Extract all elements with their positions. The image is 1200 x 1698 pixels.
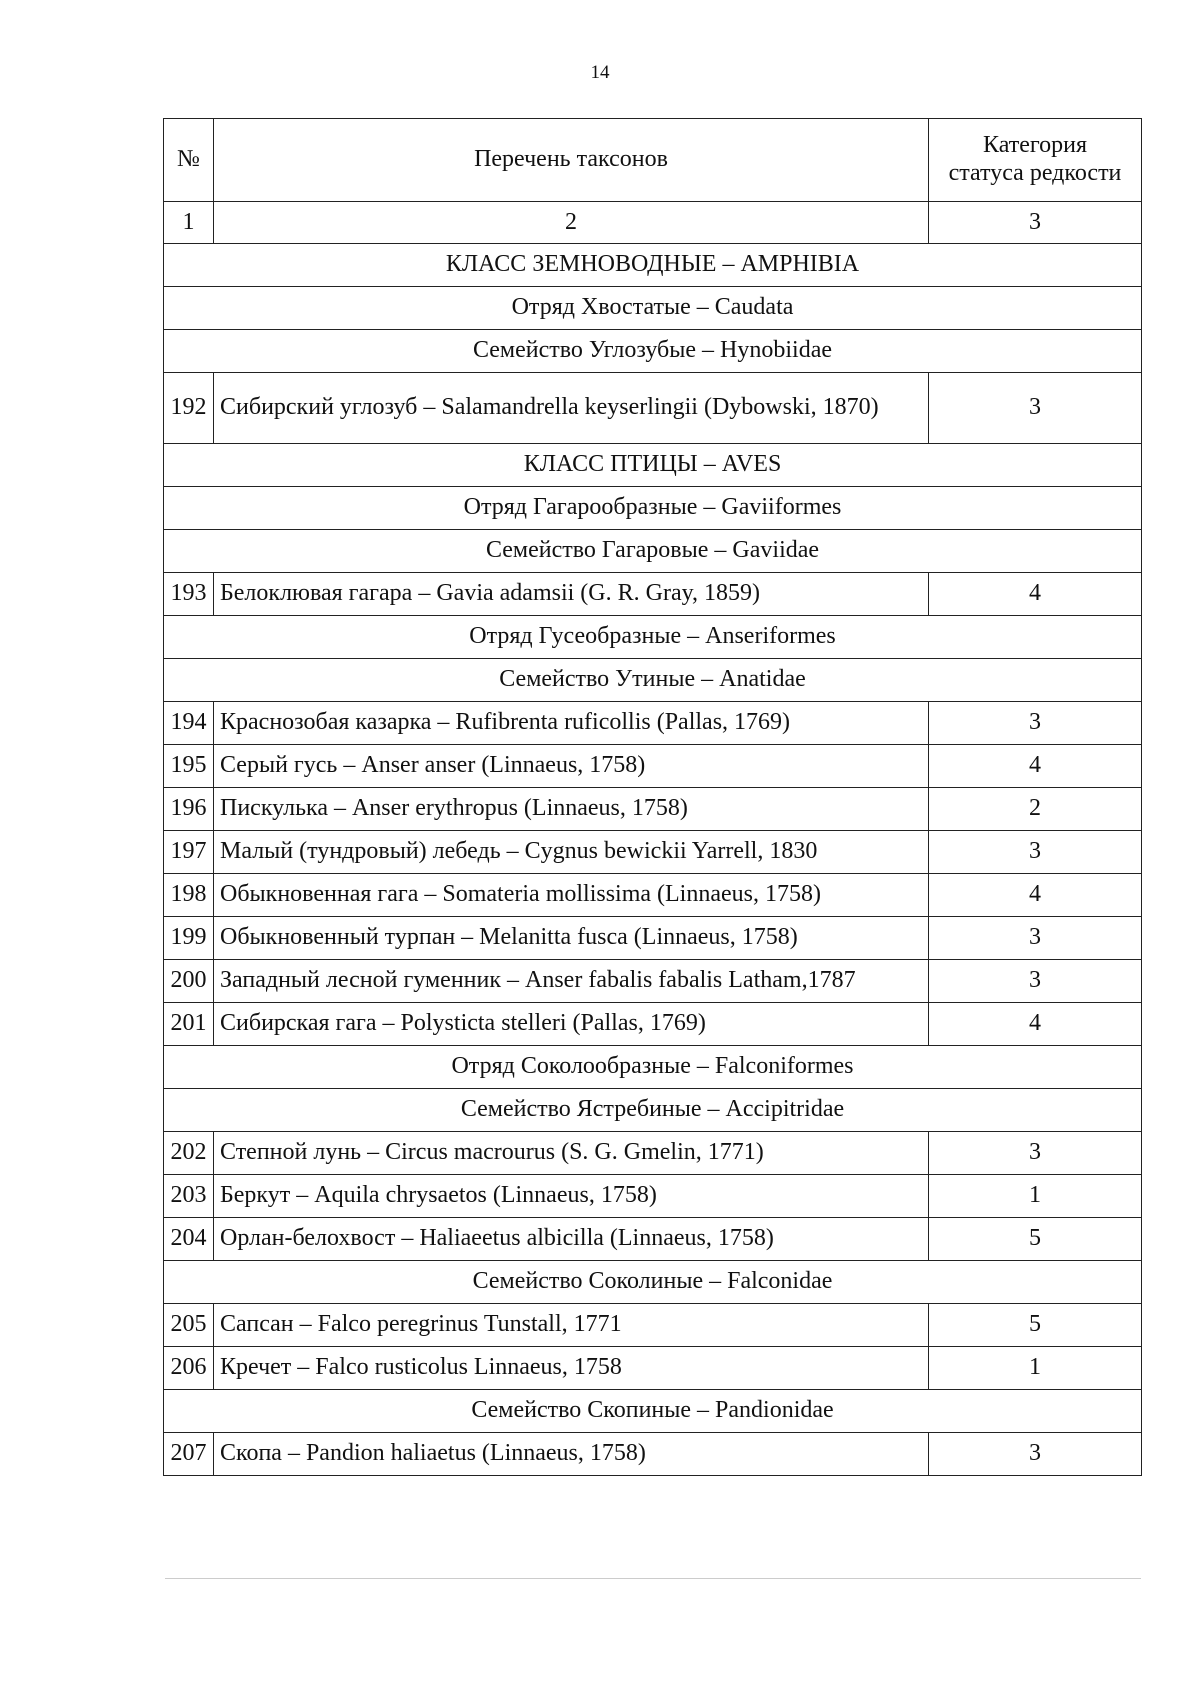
taxon-name: Орлан-белохвост – Haliaeetus albicilla (Linnaeus, 1758) <box>214 1218 929 1261</box>
taxon-group-row <box>164 530 1142 573</box>
taxon-number: 199 <box>164 917 214 960</box>
header-num: № <box>164 119 214 202</box>
rarity-category: 5 <box>929 1304 1142 1347</box>
taxon-row <box>164 1433 1142 1476</box>
taxon-number: 202 <box>164 1132 214 1175</box>
taxon-row <box>164 1175 1142 1218</box>
taxon-group-title: Семейство Соколиные – Falconidae <box>164 1261 1142 1304</box>
rarity-category: 3 <box>929 831 1142 874</box>
taxon-group-row <box>164 1089 1142 1132</box>
taxon-number: 193 <box>164 573 214 616</box>
taxon-group-row <box>164 659 1142 702</box>
taxon-group-row <box>164 616 1142 659</box>
rarity-category: 1 <box>929 1175 1142 1218</box>
taxon-row <box>164 831 1142 874</box>
column-number-1: 1 <box>164 202 214 244</box>
taxon-group-title: КЛАСС ПТИЦЫ – AVES <box>164 444 1142 487</box>
taxon-number: 206 <box>164 1347 214 1390</box>
rarity-category: 2 <box>929 788 1142 831</box>
taxon-row <box>164 1347 1142 1390</box>
taxon-row <box>164 373 1142 444</box>
taxon-name: Скопа – Pandion haliaetus (Linnaeus, 1758) <box>214 1433 929 1476</box>
rarity-category: 3 <box>929 1132 1142 1175</box>
table-body <box>164 244 1142 1476</box>
taxon-number: 192 <box>164 373 214 444</box>
taxon-name: Степной лунь – Circus macrourus (S. G. Gmelin, 1771) <box>214 1132 929 1175</box>
taxon-group-title: КЛАСС ЗЕМНОВОДНЫЕ – AMPHIBIA <box>164 244 1142 287</box>
taxon-group-row <box>164 244 1142 287</box>
taxon-row <box>164 573 1142 616</box>
rarity-category: 4 <box>929 573 1142 616</box>
taxon-row <box>164 745 1142 788</box>
taxon-group-row <box>164 1390 1142 1433</box>
rarity-category: 3 <box>929 917 1142 960</box>
taxon-row <box>164 1003 1142 1046</box>
taxon-row <box>164 1304 1142 1347</box>
taxon-name: Малый (тундровый) лебедь – Cygnus bewickii Yarrell, 1830 <box>214 831 929 874</box>
taxon-number: 194 <box>164 702 214 745</box>
taxon-number: 198 <box>164 874 214 917</box>
taxon-group-row <box>164 487 1142 530</box>
taxon-number: 201 <box>164 1003 214 1046</box>
taxon-row <box>164 788 1142 831</box>
taxon-number: 196 <box>164 788 214 831</box>
taxon-number: 205 <box>164 1304 214 1347</box>
taxon-group-title: Семейство Ястребиные – Accipitridae <box>164 1089 1142 1132</box>
taxon-group-row <box>164 1046 1142 1089</box>
taxon-group-row <box>164 1261 1142 1304</box>
rarity-category: 3 <box>929 1433 1142 1476</box>
taxon-row <box>164 874 1142 917</box>
taxon-name: Кречет – Falco rusticolus Linnaeus, 1758 <box>214 1347 929 1390</box>
taxon-number: 204 <box>164 1218 214 1261</box>
column-number-2: 2 <box>214 202 929 244</box>
taxon-row <box>164 917 1142 960</box>
taxon-group-title: Отряд Гусеобразные – Anseriformes <box>164 616 1142 659</box>
taxon-number: 195 <box>164 745 214 788</box>
taxon-number: 203 <box>164 1175 214 1218</box>
rarity-category: 3 <box>929 960 1142 1003</box>
taxon-name: Серый гусь – Anser anser (Linnaeus, 1758) <box>214 745 929 788</box>
taxon-name: Сибирская гага – Polysticta stelleri (Pallas, 1769) <box>214 1003 929 1046</box>
taxon-group-row <box>164 287 1142 330</box>
taxon-row <box>164 960 1142 1003</box>
taxon-number: 197 <box>164 831 214 874</box>
taxon-name: Беркут – Aquila chrysaetos (Linnaeus, 1758) <box>214 1175 929 1218</box>
taxon-group-title: Отряд Гагарообразные – Gaviiformes <box>164 487 1142 530</box>
taxon-row <box>164 702 1142 745</box>
taxon-group-title: Семейство Гагаровые – Gaviidae <box>164 530 1142 573</box>
rarity-category: 4 <box>929 874 1142 917</box>
taxon-name: Обыкновенная гага – Somateria mollissima (Linnaeus, 1758) <box>214 874 929 917</box>
rarity-category: 3 <box>929 702 1142 745</box>
rarity-category: 3 <box>929 373 1142 444</box>
taxon-row <box>164 1132 1142 1175</box>
header-name: Перечень таксонов <box>214 119 929 202</box>
rarity-category: 5 <box>929 1218 1142 1261</box>
taxon-group-row <box>164 444 1142 487</box>
taxon-name: Пискулька – Anser erythropus (Linnaeus, 1758) <box>214 788 929 831</box>
header-category <box>929 119 1142 202</box>
taxon-group-title: Семейство Утиные – Anatidae <box>164 659 1142 702</box>
rarity-category: 4 <box>929 1003 1142 1046</box>
header-category-line1: Категория <box>983 132 1087 159</box>
taxa-table <box>163 118 1142 1476</box>
taxon-name: Краснозобая казарка – Rufibrenta ruficollis (Pallas, 1769) <box>214 702 929 745</box>
taxon-group-title: Семейство Углозубые – Hynobiidae <box>164 330 1142 373</box>
header-category-line2: статуса редкости <box>948 160 1122 186</box>
column-number-3: 3 <box>929 202 1142 244</box>
taxon-row <box>164 1218 1142 1261</box>
taxon-group-title: Семейство Скопиные – Pandionidae <box>164 1390 1142 1433</box>
taxon-group-row <box>164 330 1142 373</box>
column-number-row <box>164 202 1142 244</box>
taxon-group-title: Отряд Хвостатые – Caudata <box>164 287 1142 330</box>
taxon-name: Сапсан – Falco peregrinus Tunstall, 1771 <box>214 1304 929 1347</box>
table-header-row <box>164 119 1142 202</box>
page-number: 14 <box>590 62 610 83</box>
taxon-name: Западный лесной гуменник – Anser fabalis fabalis Latham,1787 <box>214 960 929 1003</box>
taxon-name: Сибирский углозуб – Salamandrella keyserlingii (Dybowski, 1870) <box>214 373 929 444</box>
taxon-number: 200 <box>164 960 214 1003</box>
taxon-group-title: Отряд Соколообразные – Falconiformes <box>164 1046 1142 1089</box>
rarity-category: 4 <box>929 745 1142 788</box>
taxon-name: Обыкновенный турпан – Melanitta fusca (Linnaeus, 1758) <box>214 917 929 960</box>
taxon-name: Белоклювая гагара – Gavia adamsii (G. R. Gray, 1859) <box>214 573 929 616</box>
taxon-number: 207 <box>164 1433 214 1476</box>
page-bottom-rule <box>165 1578 1141 1579</box>
rarity-category: 1 <box>929 1347 1142 1390</box>
